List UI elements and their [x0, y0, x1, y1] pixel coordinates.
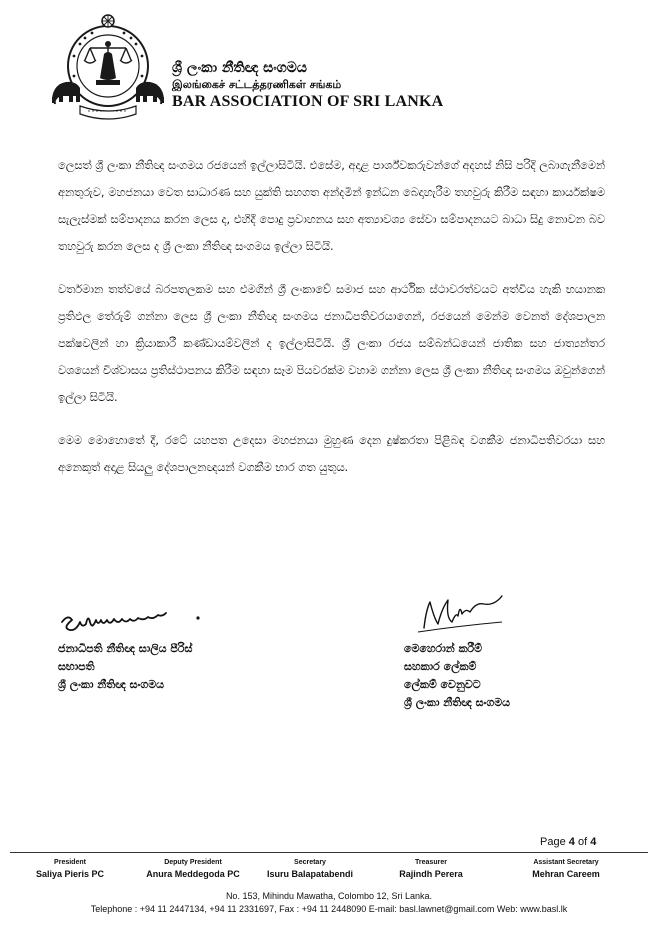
officer-role: Secretary	[294, 859, 326, 866]
body-paragraph-2: වර්තමාන තත්වයේ බරපතලකම සහ එමගින් ශ්‍රී ලංකාවේ සමාජ සහ ආර්ථික ස්ථාවරත්වයට අත්විය හැකි භයානක ප්‍රතිඵල තේරුම් ගන්නා ලෙස ශ්‍රී ලංකා නීතිඥ සංගමය ජනාධිපතිවරයාගෙන්, රජයෙන් මෙන්ම වෙනත් දේශපාලන පක්ෂවලින් හා ක්‍රියාකාරී කණ්ඩායම්වලින් ද ඉල්ලාසිටියි. ශ්‍රී ලංකා රජය සම්බන්ධයෙන් ජාතික සහ ජාත්‍යන්තර වශයෙන් විශ්වාසය ප්‍රතිස්ථාපනය කිරීම සඳහා සෑම පියවරක්ම වහාම ගන්නා ලෙස ශ්‍රී ලංකා නීතිඥ සංගමය ඔවුන්ගෙන් ඉල්ලා සිටියි.	[58, 283, 605, 404]
body-paragraph-3: මෙම මොහොතේ දී, රටේ යහපත උදෙසා මහජනයා මුහුණ දෙන දුෂ්කරතා පිළිබඳ වගකීම ජනාධිපතිවරයා සහ අනෙකුත් අදාළ සියලු දේශපාලනඥයන් වගකීම භාර ගත යුතුය.	[58, 434, 605, 474]
page-of-label: of	[577, 836, 588, 848]
letterhead	[50, 14, 610, 126]
signatory-name: මෙහෙරාන් කරීම්	[404, 642, 483, 655]
bar-association-crest-icon	[50, 14, 166, 126]
officer-role: Assistant Secretary	[533, 859, 599, 866]
org-name-sinhala: ශ්‍රී ලංකා නීතිඥ සංගමය	[172, 60, 307, 76]
officer-treasurer	[376, 858, 486, 881]
signatory-organization: ශ්‍රී ලංකා නීතිඥ සංගමය	[404, 696, 511, 709]
letter-body	[58, 152, 605, 497]
handwritten-signature-assistant-secretary	[404, 588, 514, 640]
page-total: 4	[590, 836, 597, 848]
footer-divider	[10, 852, 648, 853]
org-name-english: BAR ASSOCIATION OF SRI LANKA	[172, 93, 444, 110]
signatory-title: සහකාර ලේකම්	[404, 660, 477, 673]
officer-role: Deputy President	[164, 859, 222, 866]
org-name-tamil: இலங்கைச் சட்டத்தரணிகள் சங்கம்	[172, 78, 342, 91]
page-current: 4	[568, 836, 575, 848]
signatory-name: ජනාධිපති නීතිඥ සාලිය පීරිස්	[58, 642, 193, 655]
footer-address: No. 153, Mihindu Mawatha, Colombo 12, Sri Lanka.	[225, 891, 433, 901]
handwritten-signature-president	[58, 596, 208, 640]
organization-names	[172, 60, 443, 111]
officer-name: Rajindh Perera	[399, 869, 463, 879]
footer-officers	[10, 858, 648, 884]
signature-block-right	[404, 588, 634, 712]
officer-president	[18, 858, 122, 881]
body-paragraph-1: ලෙසත් ශ්‍රී ලංකා නීතිඥ සංගමය රජයෙන් ඉල්ලාසිටියි. එසේම, අදාළ පාර්ශ්වකරුවන්ගේ අදහස් නිසි පරිදි ලබාගැනීමෙන් අනතුරුව, මහජනයා වෙත සාධාරණ සහ යුක්ති සහගත අන්දමින් ඉන්ධන බෙදාහැරීම තහවුරු කිරීම සඳහා කාර්යක්ෂම සැලැස්මක් සම්පාදනය කරන ලෙස ද, එහිදී පොදු ප්‍රවාහනය සහ අත්‍යාවශ්‍ය සේවා සම්පාදනයට බාධා සිදු නොවන බව තහවුරු කරන ලෙස ද ශ්‍රී ලංකා නීතිඥ සංගමය ඉල්ලා සිටියි.	[58, 159, 605, 253]
officer-name: Saliya Pieris PC	[35, 869, 105, 879]
officer-role: President	[54, 859, 86, 866]
signatory-on-behalf: ලේකම් වෙනුවට	[404, 678, 481, 691]
officer-name: Isuru Balapatabendi	[266, 869, 354, 879]
page-number	[540, 836, 596, 848]
signatory-organization: ශ්‍රී ලංකා නීතිඥ සංගමය	[58, 678, 165, 691]
officer-deputy-president	[128, 858, 258, 881]
officer-name: Anura Meddegoda PC	[146, 869, 240, 879]
officer-assistant-secretary	[506, 858, 626, 881]
officer-name: Mehran Careem	[532, 869, 600, 879]
officer-secretary	[250, 858, 370, 881]
officer-role: Treasurer	[415, 859, 447, 866]
footer-contact: Telephone : +94 11 2447134, +94 11 2331697, Fax : +94 11 2448090 E-mail: basl.lawnet@gmail.com Web: www.basl.lk	[90, 904, 568, 914]
signatory-title: සභාපති	[58, 660, 95, 673]
signature-block-left	[58, 596, 298, 694]
page-label: Page	[540, 836, 566, 848]
